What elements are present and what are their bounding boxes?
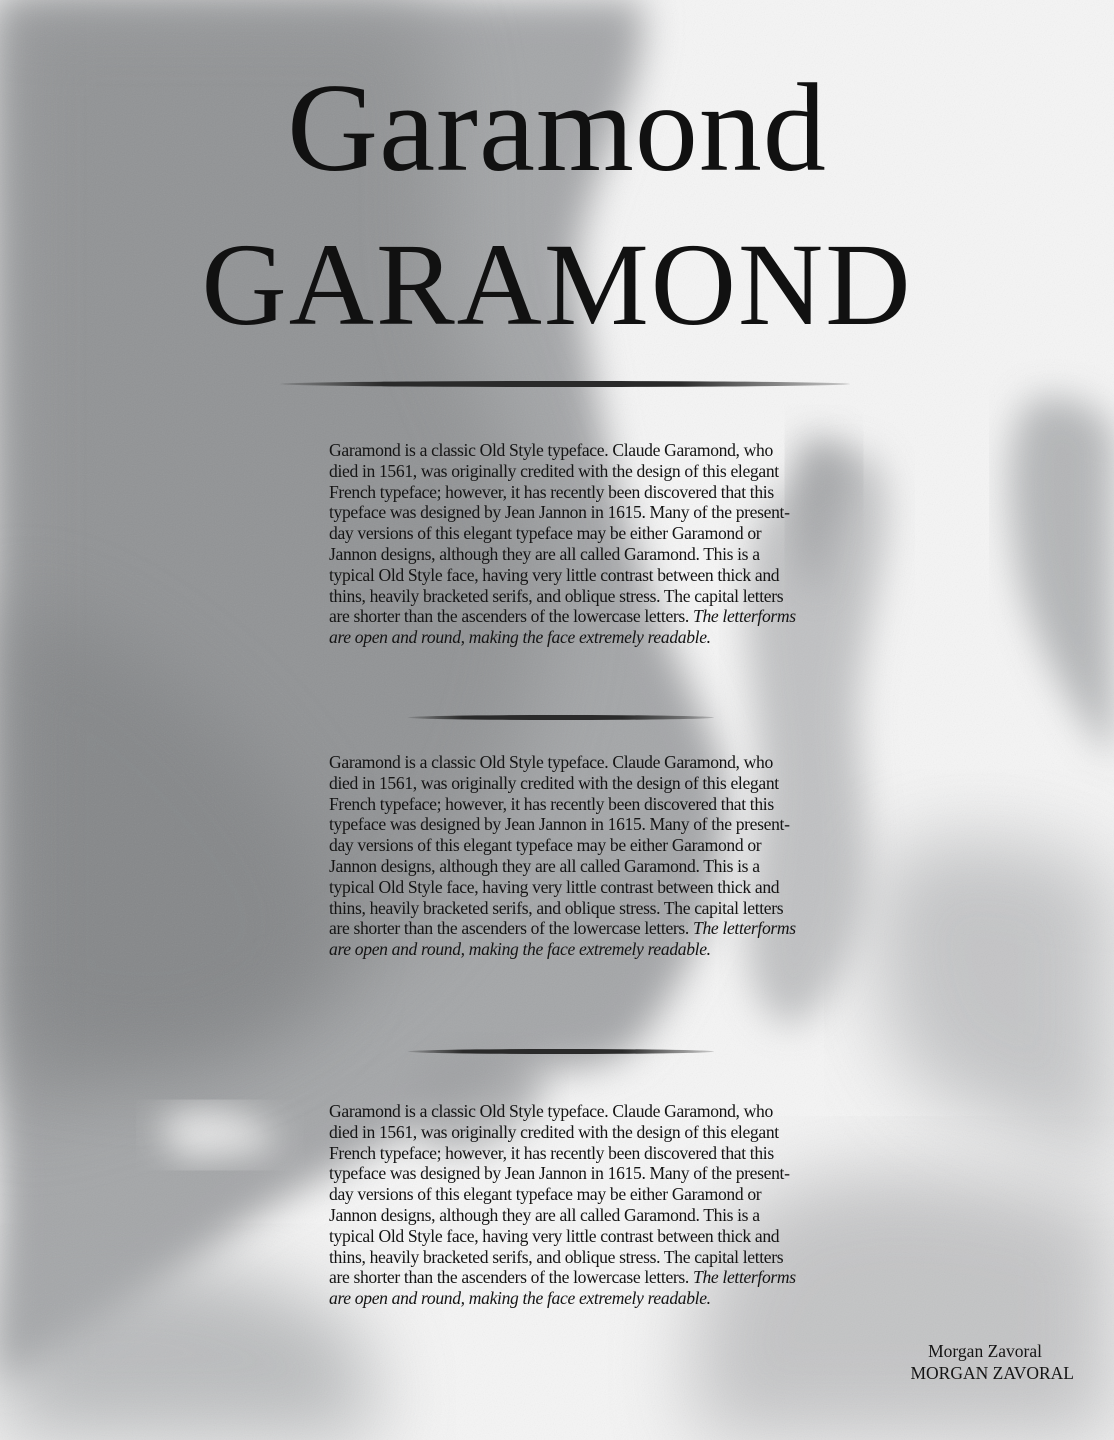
author-name: Morgan Zavoral: [928, 1341, 1042, 1361]
divider-rule: [408, 715, 714, 720]
divider-rule: [280, 381, 850, 387]
paragraph-text: Garamond is a classic Old Style typeface. Claude Garamond, who died in 1561, was originally credited with the design of this elegant French typeface; however, it has recently been discovered that this typeface was designed by Jean Jannon in 1615. Many of the present-day versions of this elegant typeface may be either Garamond or Jannon designs, although they are all called Garamond. This is a typical Old Style face, having very little contrast between thick and thins, heavily bracketed serifs, and oblique stress. The capital letters are shorter than the ascenders of the lowercase letters.: [329, 1101, 790, 1288]
divider-rule: [408, 1049, 714, 1054]
paragraph-text: Garamond is a classic Old Style typeface. Claude Garamond, who died in 1561, was originally credited with the design of this elegant French typeface; however, it has recently been discovered that this typeface was designed by Jean Jannon in 1615. Many of the present-day versions of this elegant typeface may be either Garamond or Jannon designs, although they are all called Garamond. This is a typical Old Style face, having very little contrast between thick and thins, heavily bracketed serifs, and oblique stress. The capital letters are shorter than the ascenders of the lowercase letters.: [329, 752, 790, 939]
body-paragraph: [329, 440, 797, 648]
paragraph-italic-text: The letterforms are open and round, making the face extremely readable.: [329, 1267, 796, 1309]
author-signature: [910, 1340, 1074, 1384]
title-garamond-uppercase: GARAMOND: [201, 219, 913, 350]
paragraph-text: Garamond is a classic Old Style typeface. Claude Garamond, who died in 1561, was originally credited with the design of this elegant French typeface; however, it has recently been discovered that this typeface was designed by Jean Jannon in 1615. Many of the present-day versions of this elegant typeface may be either Garamond or Jannon designs, although they are all called Garamond. This is a typical Old Style face, having very little contrast between thick and thins, heavily bracketed serifs, and oblique stress. The capital letters are shorter than the ascenders of the lowercase letters.: [329, 440, 790, 627]
author-name-uppercase: MORGAN ZAVORAL: [910, 1363, 1074, 1383]
body-paragraph: [329, 1101, 797, 1309]
title-garamond: Garamond: [287, 59, 827, 198]
body-paragraph: [329, 752, 797, 960]
paragraph-italic-text: The letterforms are open and round, making the face extremely readable.: [329, 606, 796, 648]
paragraph-italic-text: The letterforms are open and round, making the face extremely readable.: [329, 918, 796, 960]
